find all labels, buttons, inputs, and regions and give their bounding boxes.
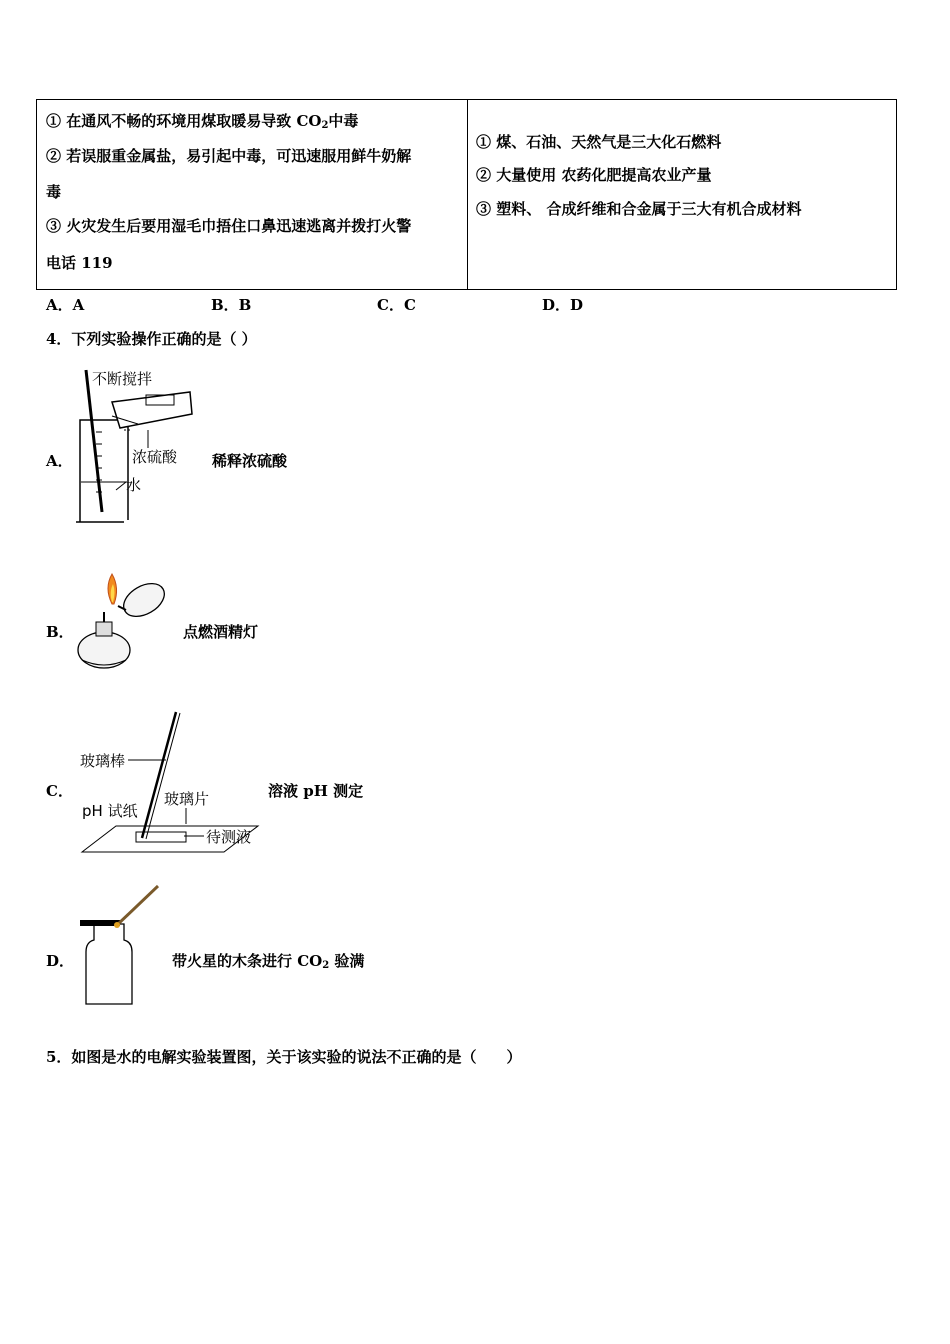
question-4-stem: 4．下列实验操作正确的是（ ） (46, 330, 257, 348)
q4-option-b-letter[interactable]: B． (46, 623, 74, 641)
right-line-3: ③ 塑料、 合成纤维和合金属于三大有机合成材料 (476, 200, 802, 218)
choice-d[interactable]: D．D (542, 296, 584, 314)
q4-option-c-letter[interactable]: C． (46, 782, 73, 800)
left-line-2: ② 若误服重金属盐，易引起中毒，可迅速服用鲜牛奶解 (46, 147, 412, 165)
left-line-1: ① 在通风不畅的环境用煤取暖易导致 $CO_2$中毒 (46, 112, 359, 131)
q4-option-b-caption: 点燃酒精灯 (183, 623, 259, 641)
gas-bottle-image (76, 880, 166, 1008)
alcohol-lamp-image (74, 570, 174, 674)
label-acid: 浓硫酸 (132, 448, 178, 466)
question-5-stem: 5．如图是水的电解实验装置图，关于该实验的说法不正确的是（ ） (46, 1048, 522, 1066)
label-solution: 待测液 (206, 828, 252, 846)
label-water: 水 (126, 476, 142, 494)
q4-option-a-letter[interactable]: A． (46, 452, 73, 470)
left-line-3: 毒 (46, 183, 62, 201)
label-rod: 玻璃棒 (80, 752, 126, 770)
choice-a[interactable]: A．A (46, 296, 85, 314)
ph-test-image (76, 708, 266, 856)
q4-option-d-caption: 带火星的木条进行 $CO_2$ 验满 (172, 952, 365, 971)
left-line-5: 电话 119 (46, 254, 113, 272)
label-stir: 不断搅拌 (92, 370, 153, 388)
choice-c[interactable]: C．C (377, 296, 416, 314)
q4-option-d-letter[interactable]: D． (46, 952, 75, 970)
label-plate: 玻璃片 (164, 790, 210, 808)
dilution-apparatus-image (72, 362, 202, 527)
label-paper: pH 试纸 (82, 802, 138, 820)
choice-b[interactable]: B．B (211, 296, 252, 314)
table-cell-right (468, 100, 897, 290)
left-line-4: ③ 火灾发生后要用湿毛巾捂住口鼻迅速逃离并拨打火警 (46, 217, 412, 235)
right-line-2: ② 大量使用 农药化肥提高农业产量 (476, 166, 712, 184)
q4-option-a-caption: 稀释浓硫酸 (212, 452, 288, 470)
right-line-1: ① 煤、石油、天然气是三大化石燃料 (476, 133, 722, 151)
q4-option-c-caption: 溶液 pH 测定 (268, 782, 364, 800)
